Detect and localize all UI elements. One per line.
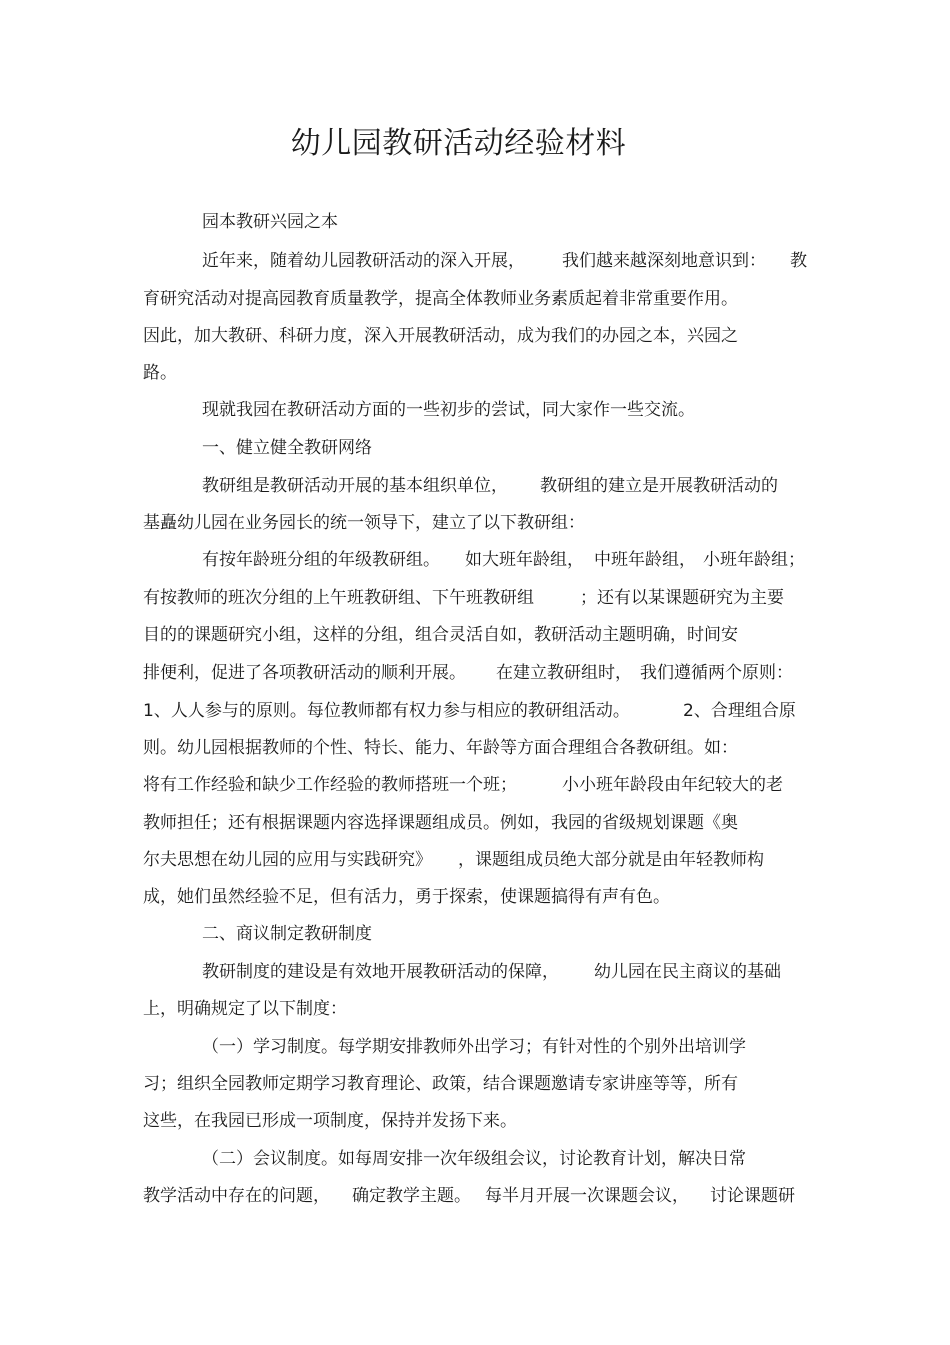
document-title: 幼儿园教研活动经验材料 xyxy=(290,126,627,161)
paragraph-line: 确定教学主题。 xyxy=(352,1186,471,1206)
paragraph-line: 幼儿园在民主商议的基础 xyxy=(594,962,781,982)
paragraph-line: 园本教研兴园之本 xyxy=(202,212,338,232)
paragraph-line: 小小班年龄段由年纪较大的老 xyxy=(562,775,783,795)
paragraph-line: 有按年龄班分组的年级教研组。 xyxy=(202,550,440,570)
paragraph-line: 2、合理组合原 xyxy=(683,701,796,721)
paragraph-line: ，课题组成员绝大部分就是由年轻教师构 xyxy=(458,850,764,870)
paragraph-line: 目的的课题研究小组，这样的分组，组合灵活自如，教研活动主题明确，时间安 xyxy=(143,625,738,645)
paragraph-line: 教师担任；还有根据课题内容选择课题组成员。例如，我园的省级规划课题《奥 xyxy=(143,813,738,833)
paragraph-line: 将有工作经验和缺少工作经验的教师搭班一个班； xyxy=(143,775,517,795)
paragraph-line: 每半月开展一次课题会议， xyxy=(485,1186,689,1206)
paragraph-line: 1、人人参与的原则。每位教师都有权力参与相应的教研组活动。 xyxy=(143,701,630,721)
section-heading: 一、健立健全教研网络 xyxy=(202,438,372,458)
paragraph-line: 在建立教研组时， xyxy=(496,663,632,683)
paragraph-line: 因此，加大教研、科研力度，深入开展教研活动，成为我们的办园之本，兴园之 xyxy=(143,326,738,346)
paragraph-line: 教学活动中存在的问题， xyxy=(143,1186,330,1206)
paragraph-line: 有按教师的班次分组的上午班教研组、下午班教研组 xyxy=(143,588,534,608)
paragraph-line: 尔夫思想在幼儿园的应用与实践研究》 xyxy=(143,850,432,870)
paragraph-line: 习；组织全园教师定期学习教育理论、政策，结合课题邀请专家讲座等等，所有 xyxy=(143,1074,738,1094)
paragraph-line: 小班年龄组； xyxy=(703,550,805,570)
paragraph-line: 教研制度的建设是有效地开展教研活动的保障， xyxy=(202,962,559,982)
paragraph-line: 成，她们虽然经验不足，但有活力，勇于探索，使课题搞得有声有色。 xyxy=(143,887,670,907)
paragraph-line: 路。 xyxy=(143,363,177,383)
paragraph-line: （二）会议制度。如每周安排一次年级组会议，讨论教育计划，解决日常 xyxy=(202,1149,746,1169)
paragraph-line: 基矗幼儿园在业务园长的统一领导下，建立了以下教研组： xyxy=(143,513,585,533)
section-heading: 二、商议制定教研制度 xyxy=(202,924,372,944)
paragraph-line: 育研究活动对提高园教育质量教学，提高全体教师业务素质起着非常重要作用。 xyxy=(143,289,738,309)
paragraph-line: 排便利，促进了各项教研活动的顺利开展。 xyxy=(143,663,466,683)
paragraph-line: 现就我园在教研活动方面的一些初步的尝试，同大家作一些交流。 xyxy=(202,400,695,420)
paragraph-line: 上，明确规定了以下制度： xyxy=(143,999,347,1019)
paragraph-line: 我们越来越深刻地意识到： xyxy=(562,251,766,271)
paragraph-line: 我们遵循两个原则： xyxy=(640,663,793,683)
paragraph-line: ；还有以某课题研究为主要 xyxy=(580,588,784,608)
paragraph-line: 则。幼儿园根据教师的个性、特长、能力、年龄等方面合理组合各教研组。如： xyxy=(143,738,738,758)
paragraph-line: 这些，在我园已形成一项制度，保持并发扬下来。 xyxy=(143,1111,517,1131)
paragraph-line: 教 xyxy=(790,251,807,271)
paragraph-line: 讨论课题研 xyxy=(710,1186,795,1206)
paragraph-line: （一）学习制度。每学期安排教师外出学习；有针对性的个别外出培训学 xyxy=(202,1037,746,1057)
paragraph-line: 如大班年龄组， xyxy=(465,550,584,570)
paragraph-line: 近年来，随着幼儿园教研活动的深入开展， xyxy=(202,251,525,271)
paragraph-line: 教研组的建立是开展教研活动的 xyxy=(540,476,778,496)
paragraph-line: 教研组是教研活动开展的基本组织单位， xyxy=(202,476,508,496)
paragraph-line: 中班年龄组， xyxy=(594,550,696,570)
